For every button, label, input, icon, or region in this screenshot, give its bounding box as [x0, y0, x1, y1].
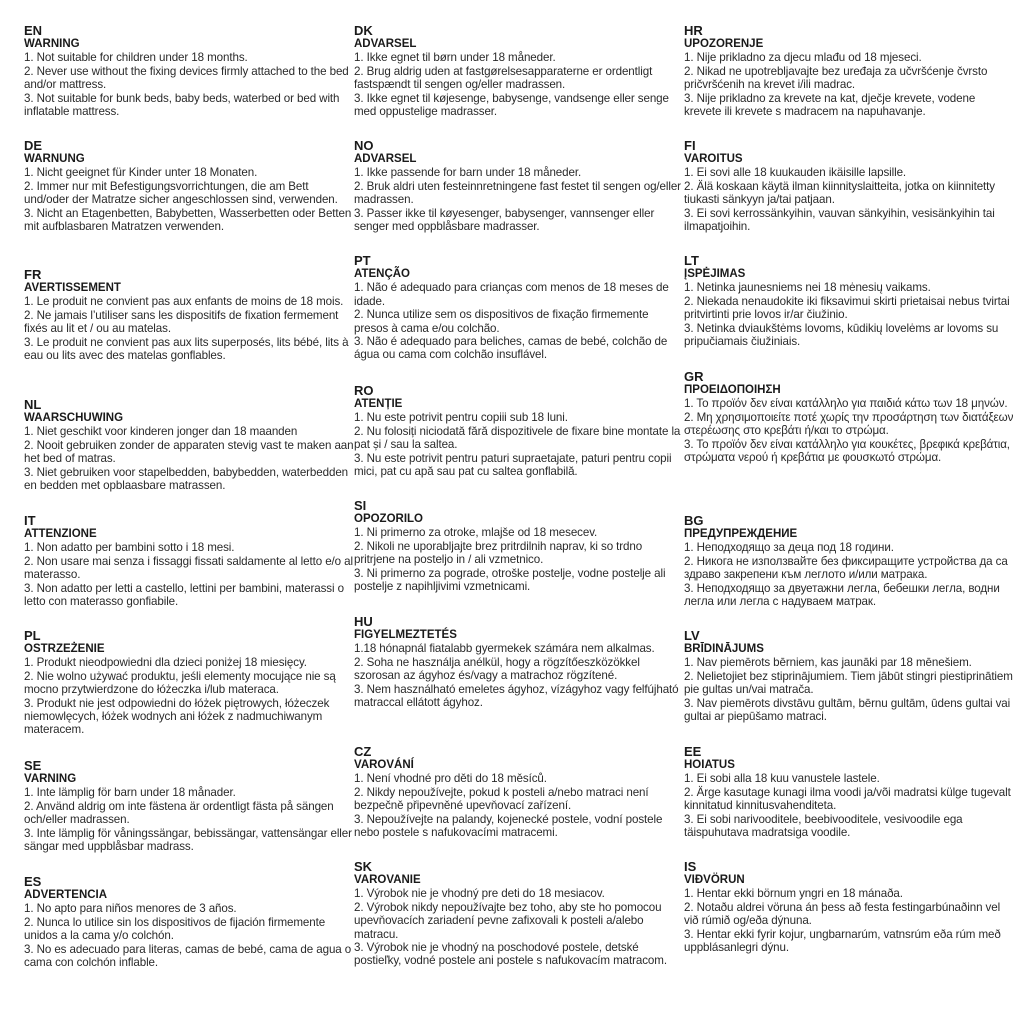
- language-code: SE: [24, 758, 42, 773]
- warning-section-dk: [354, 24, 684, 118]
- warning-section-bg: [684, 514, 1014, 608]
- language-code: SI: [354, 498, 367, 513]
- warning-title: WARNUNG: [24, 153, 85, 165]
- warning-section-it: [24, 514, 354, 608]
- warning-item: 2. Never use without the fixing devices firmly attached to the bed and/or mattress.: [24, 64, 349, 92]
- warning-item: 2. Notaðu aldrei vöruna án þess að festa festingarbúnaðinn vel við rúmið og/eða dýnuna.: [684, 900, 1001, 928]
- language-code: FI: [684, 138, 696, 153]
- warning-item: 3. Ei sovi kerrossänkyihin, vauvan sänkyihin, vesisänkyihin tai ilmapatjoihin.: [684, 206, 995, 234]
- language-code: BG: [684, 513, 704, 528]
- warning-item: 3. Produkt nie jest odpowiedni do łóżek piętrowych, łóżeczek niemowlęcych, łóżek wodnych ani łóżek z nadmuchiwanym materacem.: [24, 696, 330, 737]
- warning-title: UPOZORENJE: [684, 38, 764, 50]
- warning-item: 3. Hentar ekki fyrir kojur, ungbarnarúm, vatnsrúm eða rúm með uppblásanlegri dýnu.: [684, 927, 1001, 955]
- language-code: DK: [354, 23, 373, 38]
- warning-item: 3. Non adatto per letti a castello, lettini per bambini, materassi o letto con materasso gonfiabile.: [24, 581, 344, 609]
- warning-item: 1. Ikke passende for barn under 18 måneder.: [354, 166, 582, 180]
- language-code: FR: [24, 267, 42, 282]
- warning-item: 1. Niet geschikt voor kinderen jonger dan 18 maanden: [24, 425, 298, 439]
- language-code: IT: [24, 513, 36, 528]
- warning-item: 2. Никога не използвайте без фиксиращите устройства да са здраво закрепени към леглото и/или матрака.: [684, 554, 1008, 582]
- warning-item: 1. Inte lämplig för barn under 18 månader.: [24, 786, 236, 800]
- warning-item: 2. Niekada nenaudokite iki fiksavimui skirti prietaisai nebus tvirtai pritvirtinti prie lovos ir/ar čiužinio.: [684, 294, 1010, 322]
- warning-title: ADVERTENCIA: [24, 889, 108, 901]
- warning-item: 3. Le produit ne convient pas aux lits superposés, lits bébé, lits à eau ou lits avec des matelas gonflables.: [24, 335, 349, 363]
- warning-section-de: [24, 139, 354, 233]
- warning-item: 3. Nepoužívejte na palandy, kojenecké postele, vodní postele nebo postele s nafukovacími matracemi.: [354, 812, 663, 840]
- warning-item: 2. Nu folosiți niciodată fără dispozitivele de fixare bine montate la pat și / sau la saltea.: [354, 424, 681, 452]
- warning-item: 1. No apto para niños menores de 3 años.: [24, 902, 237, 916]
- warning-section-pl: [24, 629, 354, 737]
- warning-title: OSTRZEŻENIE: [24, 643, 105, 655]
- language-code: LT: [684, 253, 699, 268]
- warning-title: ATENȚIE: [354, 398, 403, 410]
- warning-item: 2. Nikdy nepoužívejte, pokud k posteli a/nebo matraci není bezpečně připevněné upevňovací zařízení.: [354, 785, 649, 813]
- warning-item: 2. Nikad ne upotrebljavajte bez uređaja za učvršćenje čvrsto pričvršćenih na krevet i/ili madrac.: [684, 64, 988, 92]
- warning-item: 2. Nikoli ne uporabljajte brez pritrdilnih naprav, ki so trdno pritrjene na posteljo in / ali vzmetnico.: [354, 539, 643, 567]
- warning-section-fr: [24, 268, 354, 362]
- warning-item: 1. Ei sobi alla 18 kuu vanustele lastele.: [684, 772, 880, 786]
- warning-item: 1. Není vhodné pro děti do 18 měsíců.: [354, 772, 547, 786]
- language-code: RO: [354, 383, 374, 398]
- language-code: CZ: [354, 744, 372, 759]
- warning-title: VIÐVÖRUN: [684, 874, 745, 886]
- warning-item: 3. Nu este potrivit pentru paturi supraetajate, paturi pentru copii mici, pat cu apă sau pat cu saltea gonflabilă.: [354, 451, 672, 479]
- warning-item: 1. Výrobok nie je vhodný pre deti do 18 mesiacov.: [354, 887, 605, 901]
- warning-item: 2. Ne jamais l’utiliser sans les dispositifs de fixation fermement fixés au lit et / ou au matelas.: [24, 308, 339, 336]
- warning-item: 1. Netinka jaunesniems nei 18 mėnesių vaikams.: [684, 281, 931, 295]
- warning-item: 3. Nav piemērots divstāvu gultām, bērnu gultām, ūdens gultai vai gultai ar piepūšamo matraci.: [684, 696, 1011, 724]
- warning-title: VAROVÁNÍ: [354, 759, 414, 771]
- warning-item: 1. Nije prikladno za djecu mlađu od 18 mjeseci.: [684, 51, 922, 65]
- warning-section-hu: [354, 615, 684, 709]
- warning-section-pt: [354, 254, 684, 362]
- warning-item: 3. Неподходящо за двуетажни легла, бебешки легла, водни легла или легла с надуваем матрак.: [684, 581, 1000, 609]
- warning-item: 2. Nie wolno używać produktu, jeśli elementy mocujące nie są mocno przytwierdzone do łóżeczka i/lub materaca.: [24, 669, 336, 697]
- warning-title: OPOZORILO: [354, 513, 423, 525]
- warning-section-fi: [684, 139, 1014, 233]
- warning-item: 3. No es adecuado para literas, camas de bebé, cama de agua o cama con colchón inflable.: [24, 942, 352, 970]
- language-code: PT: [354, 253, 371, 268]
- warning-title: ПРЕДУПРЕЖДЕНИЕ: [684, 528, 798, 540]
- warning-title: ΠΡΟΕΙΔΟΠΟΙΗΣΗ: [684, 384, 781, 396]
- warning-item: 1. Ei sovi alle 18 kuukauden ikäisille lapsille.: [684, 166, 907, 180]
- warning-item: 3. Το προϊόν δεν είναι κατάλληλο για κουκέτες, βρεφικά κρεβάτια, στρώματα νερού ή κρεβάτια με φουσκωτό στρώμα.: [684, 437, 1010, 465]
- warning-item: 1. Not suitable for children under 18 months.: [24, 51, 248, 65]
- warning-title: ĮSPĖJIMAS: [684, 268, 746, 280]
- warning-section-hr: [684, 24, 1014, 118]
- warning-section-is: [684, 860, 1014, 954]
- language-code: GR: [684, 369, 704, 384]
- warning-item: 2. Soha ne használja anélkül, hogy a rögzítőeszközökkel szorosan az ágyhoz és/vagy a matrachoz rögzítené.: [354, 655, 640, 683]
- warning-item: 1. Ni primerno za otroke, mlajše od 18 mesecev.: [354, 526, 598, 540]
- warning-item: 1. Produkt nieodpowiedni dla dzieci poniżej 18 miesięcy.: [24, 656, 307, 670]
- warning-item: 2. Nunca lo utilice sin los dispositivos de fijación firmemente unidos a la cama y/o colchón.: [24, 915, 326, 943]
- warning-section-ro: [354, 384, 684, 478]
- warning-item: 2. Nelietojiet bez stiprinājumiem. Tiem jābūt stingri piestiprinātiem pie gultas un/vai matrača.: [684, 669, 1013, 697]
- warning-title: VAROITUS: [684, 153, 743, 165]
- language-code: NO: [354, 138, 374, 153]
- warning-item: 3. Netinka dviaukštėms lovoms, kūdikių lovelėms ar lovoms su pripučiamais čiužiniais.: [684, 321, 999, 349]
- warning-item: 3. Passer ikke til køyesenger, babysenger, vannsenger eller senger med oppblåsbare madrasser.: [354, 206, 655, 234]
- warning-section-gr: [684, 370, 1014, 464]
- warning-section-si: [354, 499, 684, 593]
- warning-item: 2. Immer nur mit Befestigungsvorrichtungen, die am Bett und/oder der Matratze sicher angeschlossen sind, verwenden.: [24, 179, 338, 207]
- language-code: NL: [24, 397, 42, 412]
- warning-title: WARNING: [24, 38, 80, 50]
- warning-title: ATENÇÃO: [354, 268, 411, 280]
- warning-title: ATTENZIONE: [24, 528, 97, 540]
- warning-section-lt: [684, 254, 1014, 348]
- warning-section-en: [24, 24, 354, 118]
- warning-item: 1.18 hónapnál fiatalabb gyermekek számára nem alkalmas.: [354, 642, 655, 656]
- warning-item: 2. Nooit gebruiken zonder de apparaten stevig vast te maken aan het bed of matras.: [24, 438, 354, 466]
- warning-item: 2. Výrobok nikdy nepoužívajte bez toho, aby ste ho pomocou upevňovacích zariadení pevne zafixovali k posteli a/alebo matracu.: [354, 900, 662, 941]
- warning-item: 3. Nije prikladno za krevete na kat, dječje krevete, vodene krevete ili krevete s madracem na napuhavanje.: [684, 91, 976, 119]
- language-code: DE: [24, 138, 43, 153]
- warning-item: 1. Το προϊόν δεν είναι κατάλληλο για παιδιά κάτω των 18 μηνών.: [684, 397, 1008, 411]
- warning-title: FIGYELMEZTETÉS: [354, 629, 457, 641]
- language-code: LV: [684, 628, 700, 643]
- warning-title: VARNING: [24, 773, 77, 785]
- warning-title: VAROVANIE: [354, 874, 421, 886]
- warning-item: 2. Bruk aldri uten festeinnretningene fast festet til sengen og/eller madrassen.: [354, 179, 681, 207]
- warning-item: 3. Not suitable for bunk beds, baby beds, waterbed or bed with inflatable mattress.: [24, 91, 340, 119]
- warning-item: 3. Nem használható emeletes ágyhoz, vízágyhoz vagy felfújható matraccal ellátott ágyhoz.: [354, 682, 679, 710]
- warning-title: ADVARSEL: [354, 153, 417, 165]
- warning-item: 3. Výrobok nie je vhodný na poschodové postele, detské postieľky, vodné postele ani postele s nafukovacím matracom.: [354, 941, 667, 968]
- warning-item: 1. Nu este potrivit pentru copiii sub 18 luni.: [354, 411, 568, 425]
- warning-item: 1. Nicht geeignet für Kinder unter 18 Monaten.: [24, 166, 258, 180]
- warning-item: 1. Nav piemērots bērniem, kas jaunāki par 18 mēnešiem.: [684, 656, 972, 670]
- warning-item: 3. Ei sobi narivooditele, beebivooditele, vesivoodile ega täispuhutava madratsiga voodile.: [684, 812, 963, 840]
- warning-item: 2. Använd aldrig om inte fästena är ordentligt fästa på sängen och/eller madrassen.: [24, 799, 334, 827]
- warning-item: 3. Niet gebruiken voor stapelbedden, babybedden, waterbedden en bedden met opblaasbare matrassen.: [24, 465, 349, 493]
- warning-section-nl: [24, 398, 354, 492]
- warning-item: 3. Ni primerno za pograde, otroške postelje, vodne postelje ali postelje z napihljivimi vzmetnicami.: [354, 566, 666, 594]
- language-code: HU: [354, 614, 373, 629]
- language-code: SK: [354, 859, 373, 874]
- warning-item: 1. Não é adequado para crianças com menos de 18 meses de idade.: [354, 281, 669, 308]
- warning-item: 1. Неподходящо за деца под 18 години.: [684, 541, 894, 555]
- language-code: EN: [24, 23, 43, 38]
- warning-item: 3. Nicht an Etagenbetten, Babybetten, Wasserbetten oder Betten mit aufblasbaren Matratzen verwenden.: [24, 206, 352, 234]
- language-code: EE: [684, 744, 702, 759]
- warning-item: 3. Inte lämplig för våningssängar, bebissängar, vattensängar eller sängar med uppblåsbar madrass.: [24, 826, 352, 854]
- warning-item: 2. Älä koskaan käytä ilman kiinnityslaitteita, jotka on kiinnitetty tiukasti sänkyyn ja/tai patjaan.: [684, 179, 995, 207]
- warning-item: 3. Não é adequado para beliches, camas de bebé, colchão de água ou cama com colchão insuflável.: [354, 335, 668, 362]
- language-code: HR: [684, 23, 703, 38]
- warning-item: 1. Ikke egnet til børn under 18 måneder.: [354, 51, 556, 65]
- warning-title: AVERTISSEMENT: [24, 282, 121, 294]
- language-code: PL: [24, 628, 41, 643]
- warning-section-no: [354, 139, 684, 233]
- warning-item: 2. Brug aldrig uden at fastgørelsesapparaterne er ordentligt fastspændt til sengen og/eller madrassen.: [354, 64, 653, 92]
- language-code: IS: [684, 859, 697, 874]
- warning-section-se: [24, 759, 354, 853]
- warning-item: 2. Ärge kasutage kunagi ilma voodi ja/või madratsi külge tugevalt kinnitatud kinnitusvahenditeta.: [684, 785, 1011, 813]
- warning-item: 3. Ikke egnet til køjesenge, babysenge, vandsenge eller senge med oppustelige madrasser.: [354, 91, 669, 119]
- warning-item: 2. Nunca utilize sem os dispositivos de fixação firmemente presos à cama e/ou colchão.: [354, 308, 649, 335]
- warning-title: WAARSCHUWING: [24, 412, 124, 424]
- warning-section-cz: [354, 745, 684, 839]
- language-code: ES: [24, 874, 42, 889]
- warning-item: 1. Non adatto per bambini sotto i 18 mesi.: [24, 541, 235, 555]
- warning-item: 2. Non usare mai senza i fissaggi fissati saldamente al letto e/o al materasso.: [24, 554, 353, 582]
- warning-title: HOIATUS: [684, 759, 735, 771]
- warning-title: BRĪDINĀJUMS: [684, 643, 764, 655]
- warning-section-ee: [684, 745, 1014, 839]
- warning-item: 1. Le produit ne convient pas aux enfants de moins de 18 mois.: [24, 295, 344, 309]
- warning-section-sk: [354, 860, 684, 968]
- warning-title: ADVARSEL: [354, 38, 417, 50]
- warning-item: 2. Μη χρησιμοποιείτε ποτέ χωρίς την προσάρτηση των διατάξεων στερέωσης στο κρεβάτι ή/και το στρώμα.: [684, 410, 1014, 438]
- warning-section-lv: [684, 629, 1014, 723]
- warning-item: 1. Hentar ekki börnum yngri en 18 mánaða.: [684, 887, 903, 901]
- warning-section-es: [24, 875, 354, 969]
